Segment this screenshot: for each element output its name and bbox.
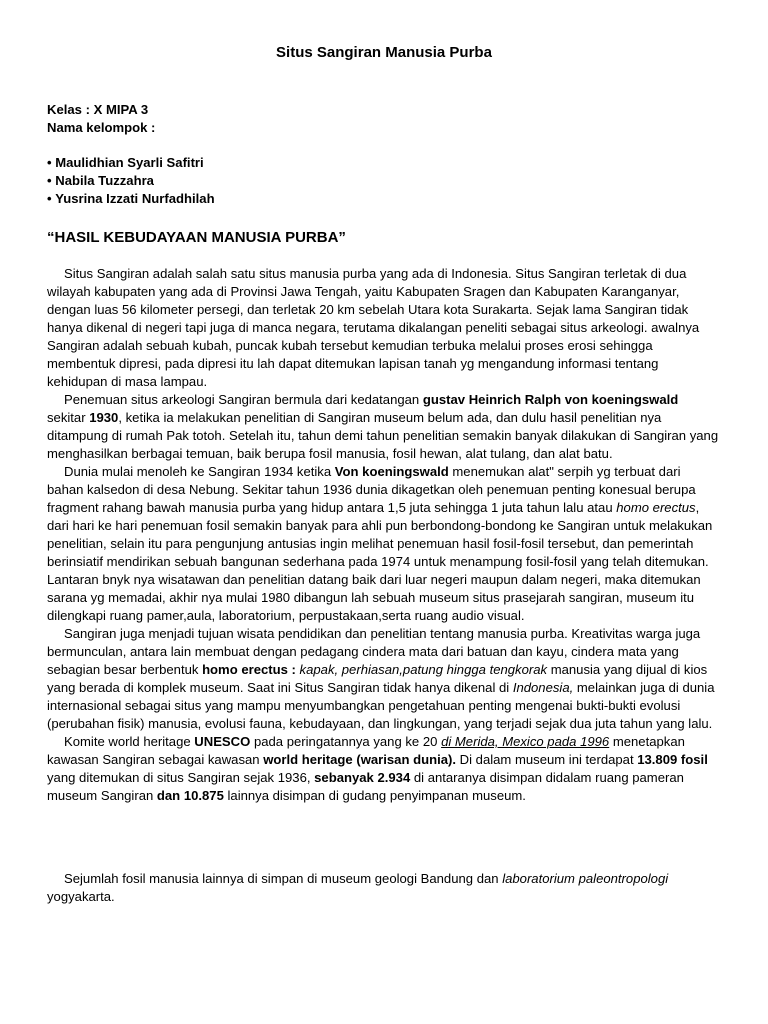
body-text [47,265,719,805]
member-list [47,154,215,208]
paragraph-4: Sangiran juga menjadi tujuan wisata pendidikan dan penelitian tentang manusia purba. Kreativitas warga juga bermunculan, antara lain membuat dengan pedagang cindera mata dari batuan dan kayu, cindera mata yang sebagian besar berbentuk homo erectus : kapak, perhiasan,patung hingga tengkorak manusia yang dijual di kios yang berada di komplek museum. Saat ini Situs Sangiran tidak hanya dikenal di Indonesia, melainkan juga di dunia internasional sebagai situs yang mampu menyumbangkan pengetahuan penting mengenai bukti-bukti evolusi (perubahan fisik) manusia, evolusi fauna, kebudayaan, dan lingkungan, yang terjadi sejak dua juta tahun yang lalu. [47,626,715,731]
class-label: Kelas : X MIPA 3 [47,102,149,117]
paragraph-6: Sejumlah fosil manusia lainnya di simpan di museum geologi Bandung dan laboratorium paleontropologi yogyakarta. [47,871,669,904]
group-label: Nama kelompok : [47,120,156,135]
document-title: Situs Sangiran Manusia Purba [276,44,492,61]
member-item: • Maulidhian Syarli Safitri [47,154,215,172]
closing-text [47,870,719,906]
class-info [47,101,155,137]
paragraph-3: Dunia mulai menoleh ke Sangiran 1934 ketika Von koeningswald menemukan alat" serpih yg terbuat dari bahan kalsedon di desa Nebung. Sekitar tahun 1936 dunia dikagetkan oleh penemuan penting konesual berupa fragment rahang bawah manusia purba yang hidup antara 1,5 juta sehingga 1 juta tahun lalu atau homo erectus, dari hari ke hari penemuan fosil semakin banyak para ahli pun berbondong-bondong ke Sangiran untuk melakukan penelitian, selain itu para pengunjung antusias ingin melihat penemuan hasil fosil-fosil tersebut, dan pemerintah berinsiatif mendirikan sebuah bangunan sederhana pada 1974 untuk menampung fosil-fosil yang telah ditemukan. Lantaran bnyk nya wisatawan dan penelitian datang baik dari luar negeri maupun dalam negeri, maka ditemukan sarana yg memadai, akhir nya mulai 1980 dibangun lah sebuah museum situs prasejarah sangiran, museum itu dilengkapi ruang pamer,aula, laboratorium, perpustakaan,serta ruang audio visual. [47,464,713,623]
paragraph-5: Komite world heritage UNESCO pada peringatannya yang ke 20 di Merida, Mexico pada 1996 menetapkan kawasan Sangiran sebagai kawasan world heritage (warisan dunia). Di dalam museum ini terdapat 13.809 fosil yang ditemukan di situs Sangiran sejak 1936, sebanyak 2.934 di antaranya disimpan didalam ruang pameran museum Sangiran dan 10.875 lainnya disimpan di gudang penyimpanan museum. [47,734,708,803]
member-item: • Yusrina Izzati Nurfadhilah [47,190,215,208]
section-heading: “HASIL KEBUDAYAAN MANUSIA PURBA” [47,229,346,246]
paragraph-2: Penemuan situs arkeologi Sangiran bermula dari kedatangan gustav Heinrich Ralph von koeningswald sekitar 1930, ketika ia melakukan penelitian di Sangiran museum belum ada, dan dulu hasil penelitian nya ditampung di rumah Pak totoh. Setelah itu, tahun demi tahun penelitian semakin banyak dilakukan di Sangiran yang menghasilkan berbagai temuan, baik berupa fosil manusia, fosil hewan, alat tulang, dan alat batu. [47,392,719,461]
paragraph-1: Situs Sangiran adalah salah satu situs manusia purba yang ada di Indonesia. Situs Sangiran terletak di dua wilayah kabupaten yang ada di Provinsi Jawa Tengah, yaitu Kabupaten Sragen dan Kabupaten Karanganyar, dengan luas 56 kilometer persegi, dan terletak 20 km sebelah Utara kota Surakarta. Sejak lama Sangiran tidak hanya dikenal di negeri tapi juga di manca negara, terutama dikalangan peneliti sebagai situs arkeologi. awalnya Sangiran adalah sebuah kubah, puncak kubah tersebut kemudian terbuka melalui proses erosi sehingga membentuk dipresi, pada dipresi itu lah dapat ditemukan lapisan tanah yg mengandung informasi tentang kehidupan di masa lampau. [47,266,700,389]
member-item: • Nabila Tuzzahra [47,172,215,190]
